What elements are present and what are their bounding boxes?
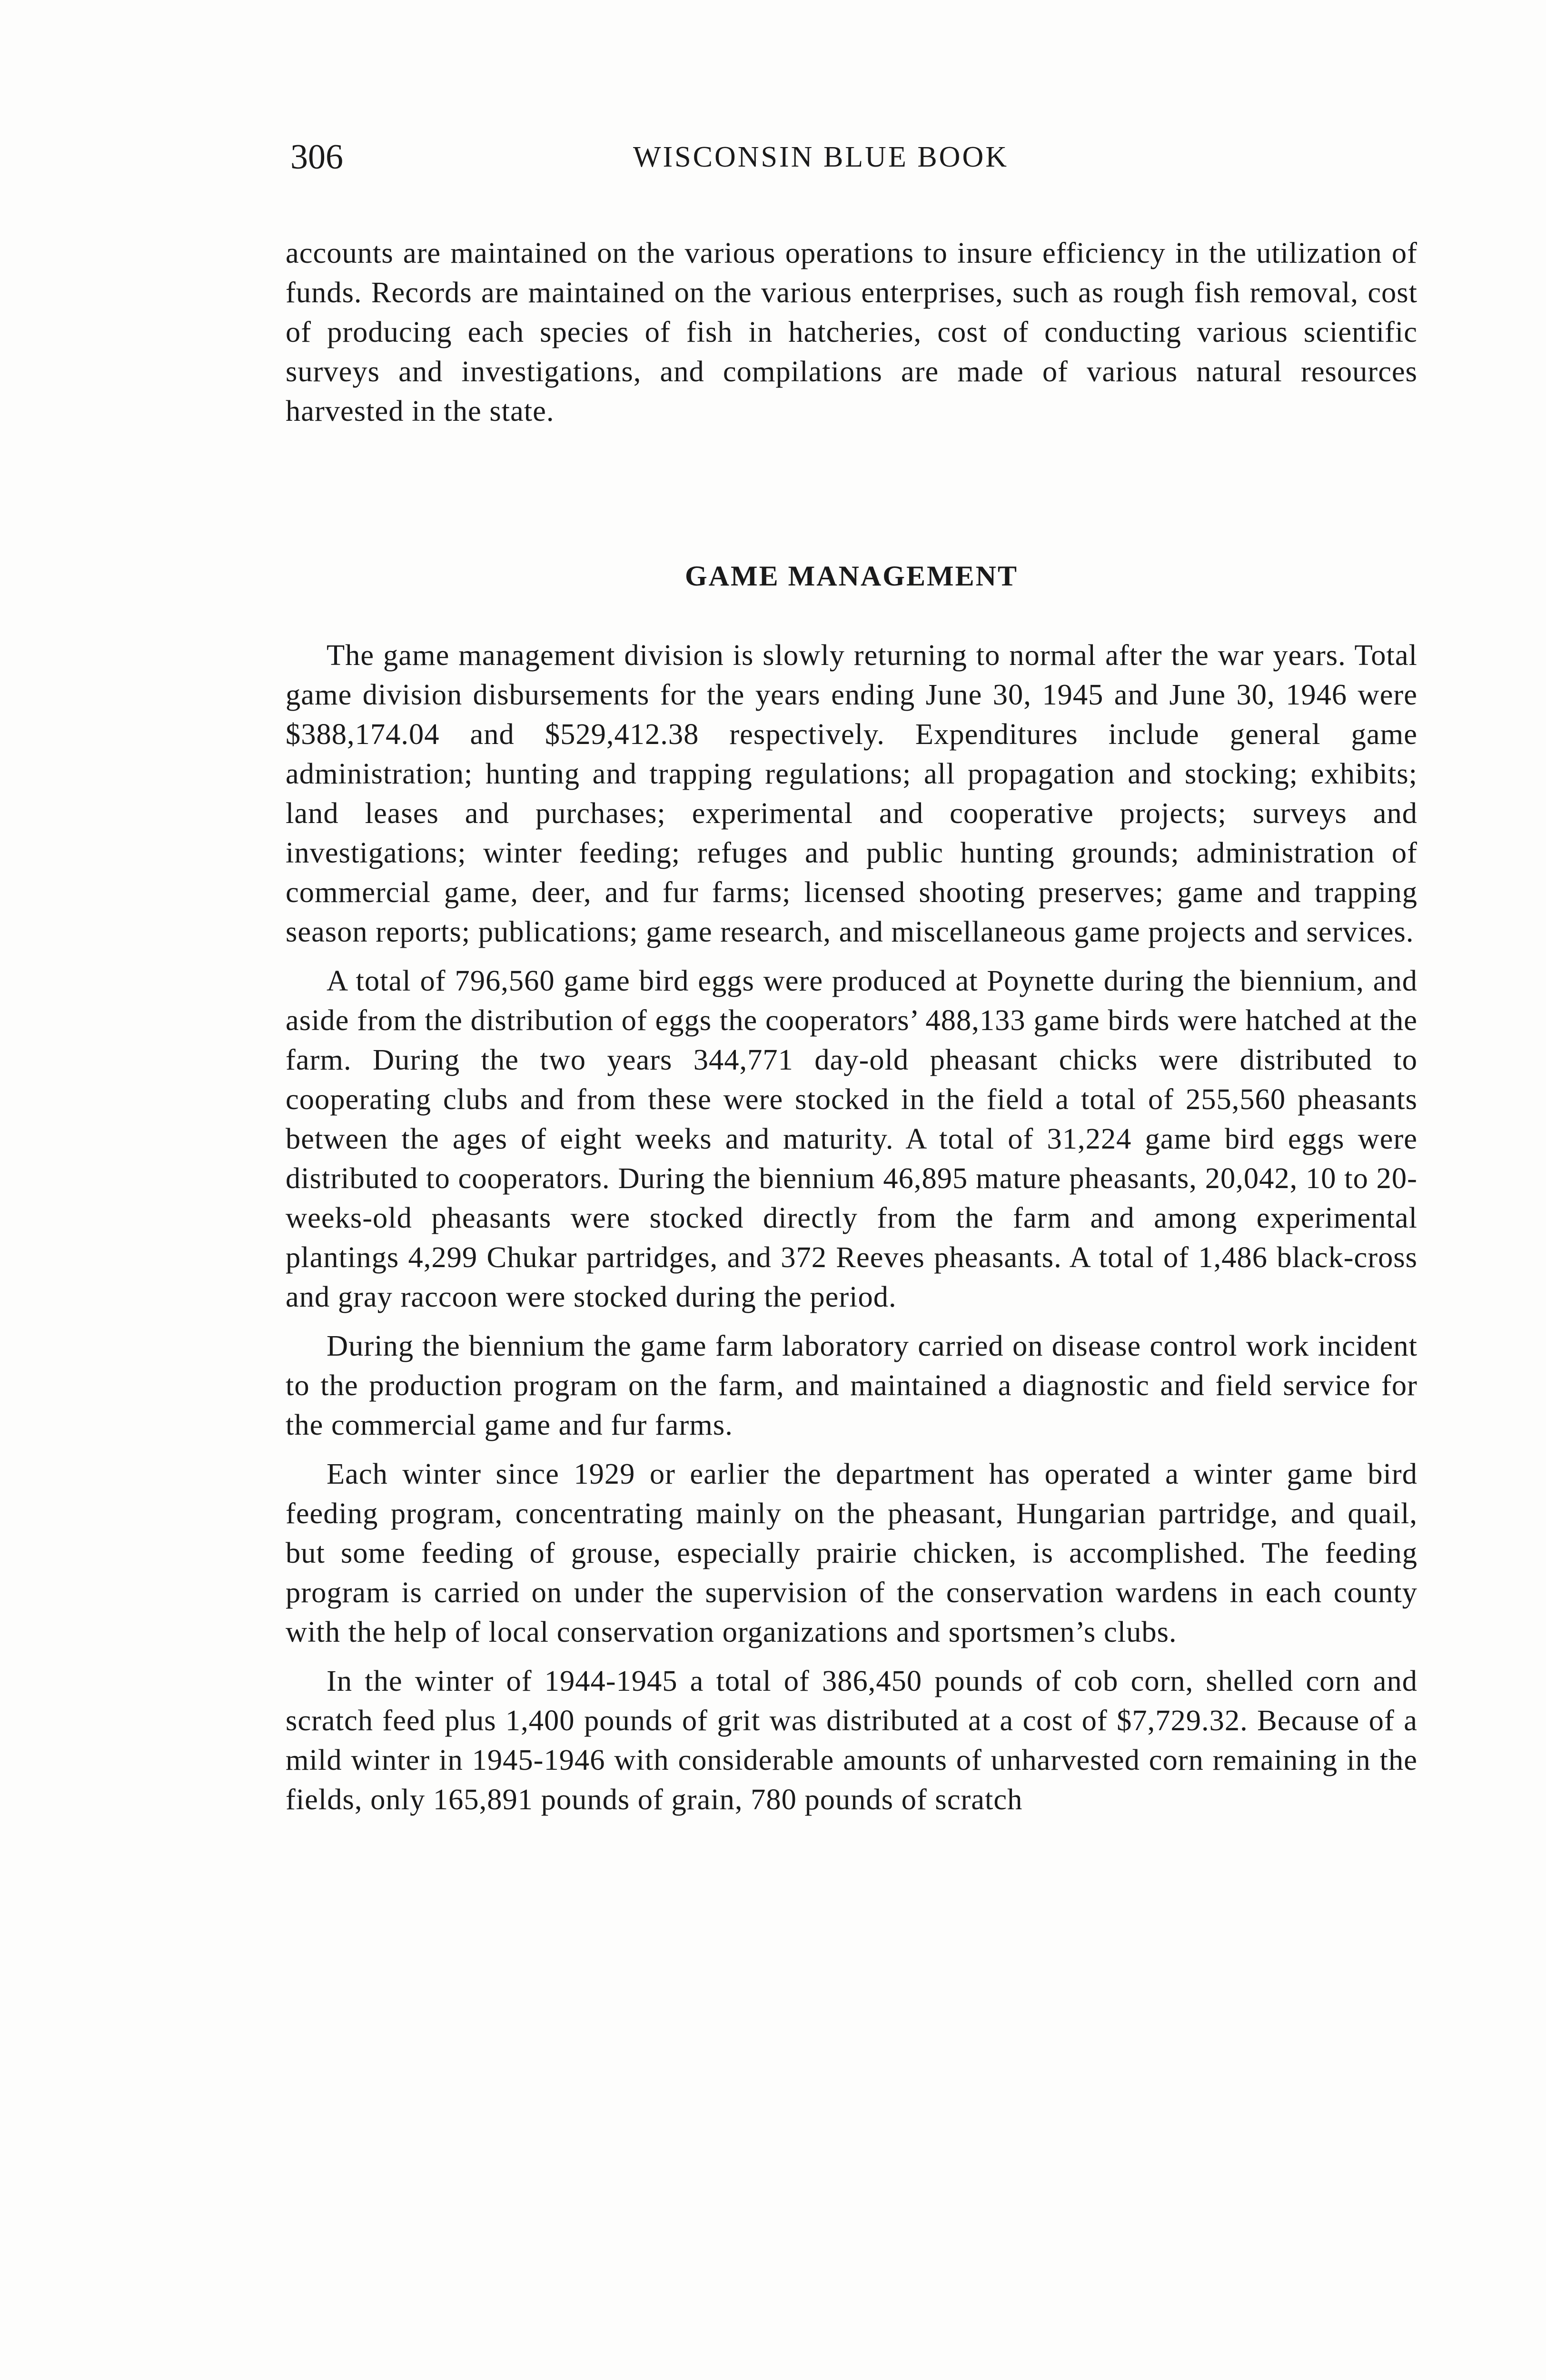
paragraph-winter-feeding: Each winter since 1929 or earlier the department has operated a winter game bird feeding program, concentrating mainly on the pheasant, Hungarian partridge, and quail, but some feeding of grouse, especially prairie chicken, is accomplished. The feeding program is carried on under the supervision of the conservation wardens in each county with the help of local conservation organizations and sportsmen’s clubs. [286,1457,1417,1648]
section-body [286,635,1417,1829]
paragraph-laboratory: During the biennium the game farm laboratory carried on disease control work incident to the production program on the farm, and maintained a diagnostic and field service for the commercial game and fur farms. [286,1329,1417,1441]
page-header [290,131,1090,183]
paragraph-disbursements: The game management division is slowly returning to normal after the war years. Total game division disbursements for the years ending June 30, 1945 and June 30, 1946 were $388,174.04 and $529,412.38 respectively. Expenditures include general game administration; hunting and trapping regulations; all propagation and stocking; exhibits; land leases and purchases; experimental and cooperative projects; surveys and investigations; winter feeding; refuges and public hunting grounds; administration of commercial game, deer, and fur farms; licensed shooting preserves; game and trapping season reports; publications; game research, and miscellaneous game projects and services. [286,638,1417,948]
page-number: 306 [290,138,343,177]
running-head: WISCONSIN BLUE BOOK [633,141,1009,173]
intro-paragraph-block [286,233,1417,431]
intro-paragraph: accounts are maintained on the various operations to insure efficiency in the utilization of funds. Records are maintained on the various enterprises, such as rough fish removal, cost of producing each species of fish in hatcheries, cost of conducting various scientific surveys and investigations, and compilations are made of various natural resources harvested in the state. [286,236,1417,427]
paragraph-winter-1944-1945: In the winter of 1944-1945 a total of 386,450 pounds of cob corn, shelled corn and scratch feed plus 1,400 pounds of grit was distributed at a cost of $7,729.32. Because of a mild winter in 1945-1946 with considerable amounts of unharvested corn remaining in the fields, only 165,891 pounds of grain, 780 pounds of scratch [286,1664,1417,1816]
paragraph-game-bird-eggs: A total of 796,560 game bird eggs were produced at Poynette during the biennium, and aside from the distribution of eggs the cooperators’ 488,133 game birds were hatched at the farm. During the two years 344,771 day-old pheasant chicks were distributed to cooperating clubs and from these were stocked in the field a total of 255,560 pheasants between the ages of eight weeks and maturity. A total of 31,224 game bird eggs were distributed to cooperators. During the biennium 46,895 mature pheasants, 20,042, 10 to 20-weeks-old pheasants were stocked directly from the farm and among experimental plantings 4,299 Chukar partridges, and 372 Reeves pheasants. A total of 1,486 black-cross and gray raccoon were stocked during the period. [286,964,1417,1313]
section-heading: GAME MANAGEMENT [685,560,1018,592]
